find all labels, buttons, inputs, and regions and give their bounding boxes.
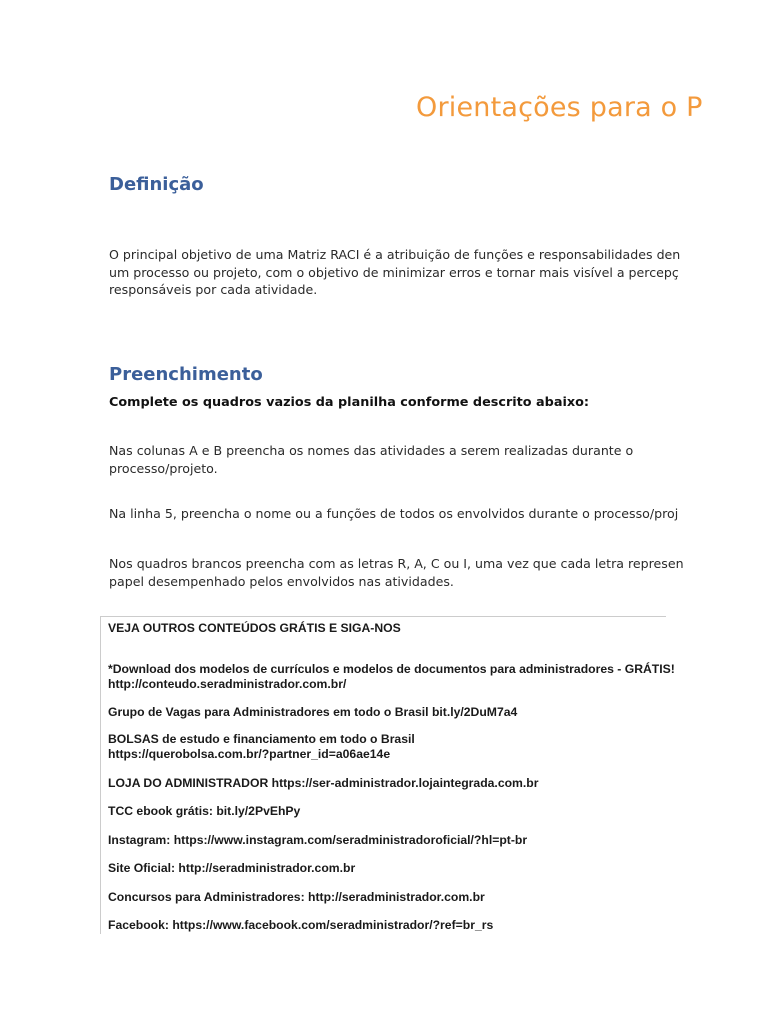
paragraph-line: Nas colunas A e B preencha os nomes das atividades a serem realizadas durante o (109, 443, 634, 458)
bolsas-link-url[interactable]: https://querobolsa.com.br/?partner_id=a06ae14e (108, 747, 391, 761)
download-link-label[interactable]: *Download dos modelos de currículos e modelos de documentos para administradores - GRÁTIS! (108, 662, 675, 676)
vagas-link[interactable]: Grupo de Vagas para Administradores em todo o Brasil bit.ly/2DuM7a4 (108, 705, 518, 719)
preenchimento-instruction: Complete os quadros vazios da planilha conforme descrito abaixo: (109, 395, 590, 410)
links-box-left-border (100, 616, 101, 934)
facebook-link[interactable]: Facebook: https://www.facebook.com/seradministrador/?ref=br_rs (108, 918, 494, 932)
instruction-columns (109, 442, 633, 477)
definicao-line: responsáveis por cada atividade. (109, 282, 318, 297)
instruction-row (109, 505, 678, 523)
paragraph-line: processo/projeto. (109, 460, 218, 476)
bolsas-link-label[interactable]: BOLSAS de estudo e financiamento em todo o Brasil (108, 732, 415, 746)
paragraph-line: Na linha 5, preencha o nome ou a funções de todos os envolvidos durante o processo/proj (109, 506, 679, 521)
links-box-top-border (100, 616, 666, 617)
concursos-link[interactable]: Concursos para Administradores: http://seradministrador.com.br (108, 890, 485, 904)
paragraph-line: Nos quadros brancos preencha com as letras R, A, C ou I, uma vez que cada letra represen (109, 556, 684, 571)
definicao-line: um processo ou projeto, com o objetivo de minimizar erros e tornar mais visível a percepç (109, 264, 679, 280)
loja-link[interactable]: LOJA DO ADMINISTRADOR https://ser-administrador.lojaintegrada.com.br (108, 776, 539, 790)
links-header: VEJA OUTROS CONTEÚDOS GRÁTIS E SIGA-NOS (108, 621, 401, 635)
tcc-link[interactable]: TCC ebook grátis: bit.ly/2PvEhPy (108, 804, 301, 818)
definicao-line: O principal objetivo de uma Matriz RACI é a atribuição de funções e responsabilidades den (109, 247, 681, 262)
site-link[interactable]: Site Oficial: http://seradministrador.com.br (108, 861, 356, 875)
instagram-link[interactable]: Instagram: https://www.instagram.com/seradministradoroficial/?hl=pt-br (108, 833, 528, 847)
preenchimento-heading: Preenchimento (109, 364, 263, 385)
download-link-url[interactable]: http://conteudo.seradministrador.com.br/ (108, 677, 347, 691)
paragraph-line: papel desempenhado pelos envolvidos nas atividades. (109, 573, 454, 589)
page-title: Orientações para o P (416, 92, 703, 123)
definicao-heading: Definição (109, 174, 204, 195)
instruction-cells (109, 555, 684, 590)
definicao-paragraph (109, 246, 680, 299)
